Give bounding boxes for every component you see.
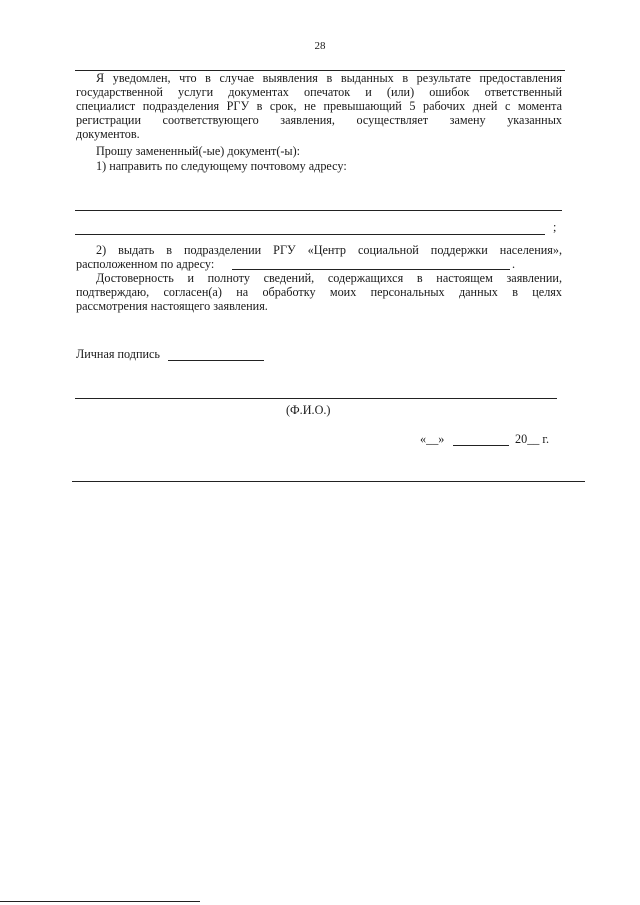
notice-line-2: государственной услуги документах опечаток и (или) ошибок ответственный <box>76 85 562 99</box>
option-1-label: 1) направить по следующему почтовому адресу: <box>96 159 347 173</box>
signature-label: Личная подпись <box>76 347 160 361</box>
request-line: Прошу замененный(-ые) документ(-ы): <box>96 144 301 158</box>
bottom-rule <box>72 481 585 482</box>
notice-line-3: специалист подразделения РГУ в срок, не превышающий 5 рабочих дней с момента <box>76 99 562 113</box>
period: . <box>512 257 516 271</box>
notice-line-5: документов. <box>76 127 140 141</box>
notice-line-4: регистрации соответствующего заявления, осуществляет замену указанных <box>76 113 562 127</box>
consent-line-2: подтверждаю, согласен(а) на обработку моих персональных данных в целях <box>76 285 562 299</box>
date-day[interactable]: «__» <box>420 432 445 446</box>
date-year[interactable]: 20__ г. <box>515 432 550 446</box>
office-address-field[interactable] <box>232 269 510 270</box>
fio-label: (Ф.И.О.) <box>286 403 331 417</box>
footnote-rule <box>0 901 200 902</box>
consent-line-1: Достоверность и полноту сведений, содержащихся в настоящем заявлении, <box>96 271 562 285</box>
date-month-field[interactable] <box>453 445 509 446</box>
page-number: 28 <box>314 40 326 52</box>
notice-line-1: Я уведомлен, что в случае выявления в выданных в результате предоставления <box>96 71 562 85</box>
address-line-2[interactable] <box>75 234 545 235</box>
semicolon: ; <box>553 220 557 234</box>
option-2-line-2: расположенном по адресу: <box>76 257 215 271</box>
address-line-1[interactable] <box>75 210 562 211</box>
signature-field[interactable] <box>168 360 264 361</box>
option-2-line-1: 2) выдать в подразделении РГУ «Центр социальной поддержки населения», <box>96 243 562 257</box>
consent-line-3: рассмотрения настоящего заявления. <box>76 299 268 313</box>
fio-field[interactable] <box>75 398 557 399</box>
